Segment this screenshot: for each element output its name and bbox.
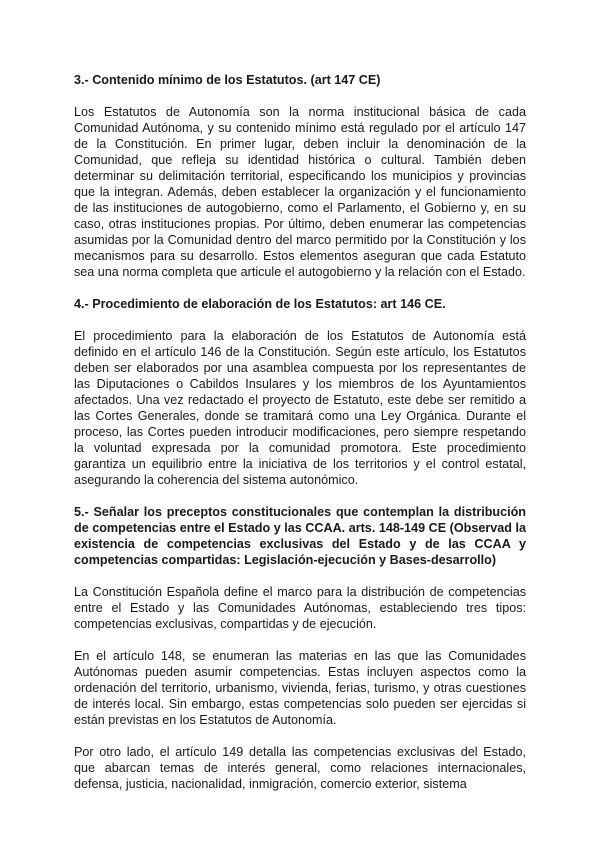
- spacer: [74, 488, 526, 504]
- spacer: [74, 568, 526, 584]
- section-5-heading: 5.- Señalar los preceptos constitucionales que contemplan la distribución de competencias entre el Estado y las CCAA. arts. 148-149 CE (Observad la existencia de competencias exclusivas del Estado y de las CCAA y competencias compartidas: Legislación-ejecución y Bases-desarrollo): [74, 505, 526, 567]
- spacer: [74, 280, 526, 296]
- section-4-paragraph-1: El procedimiento para la elaboración de los Estatutos de Autonomía está definido en el artículo 146 de la Constitución. Según este artículo, los Estatutos deben ser elaborados por una asamblea compuesta por los representantes de las Diputaciones o Cabildos Insulares y los miembros de los Ayuntamientos afectados. Una vez redactado el proyecto de Estatuto, este debe ser remitido a las Cortes Generales, donde se tramitará como una Ley Orgánica. Durante el proceso, las Cortes pueden introducir modificaciones, pero siempre respetando la voluntad expresada por la comunidad promotora. Este procedimiento garantiza un equilibrio entre la iniciativa de los territorios y el control estatal, asegurando la coherencia del sistema autonómico.: [74, 329, 526, 487]
- spacer: [74, 728, 526, 744]
- spacer: [74, 312, 526, 328]
- spacer: [74, 88, 526, 104]
- document-page: [74, 72, 526, 792]
- section-5-paragraph-1: La Constitución Española define el marco para la distribución de competencias entre el Estado y las Comunidades Autónomas, estableciendo tres tipos: competencias exclusivas, compartidas y de ejecución.: [74, 585, 526, 631]
- section-5-paragraph-2: En el artículo 148, se enumeran las materias en las que las Comunidades Autónomas pueden asumir competencias. Estas incluyen aspectos como la ordenación del territorio, urbanismo, vivienda, ferias, turismo, y otras cuestiones de interés local. Sin embargo, estas competencias solo pueden ser ejercidas si están previstas en los Estatutos de Autonomía.: [74, 649, 526, 727]
- section-4-heading: 4.- Procedimiento de elaboración de los Estatutos: art 146 CE.: [74, 297, 446, 311]
- section-3-heading: 3.- Contenido mínimo de los Estatutos. (art 147 CE): [74, 73, 381, 87]
- spacer: [74, 632, 526, 648]
- section-5-paragraph-3: Por otro lado, el artículo 149 detalla las competencias exclusivas del Estado, que abarcan temas de interés general, como relaciones internacionales, defensa, justicia, nacionalidad, inmigración, comercio exterior, sistema: [74, 745, 526, 791]
- section-3-paragraph-1: Los Estatutos de Autonomía son la norma institucional básica de cada Comunidad Autónoma, y su contenido mínimo está regulado por el artículo 147 de la Constitución. En primer lugar, deben incluir la denominación de la Comunidad, que refleja su identidad histórica o cultural. También deben determinar su delimitación territorial, especificando los municipios y provincias que la integran. Además, deben establecer la organización y el funcionamiento de las instituciones de autogobierno, como el Parlamento, el Gobierno y, en su caso, otras instituciones propias. Por último, deben enumerar las competencias asumidas por la Comunidad dentro del marco permitido por la Constitución y los mecanismos para su desarrollo. Estos elementos aseguran que cada Estatuto sea una norma completa que articule el autogobierno y la relación con el Estado.: [74, 105, 526, 279]
